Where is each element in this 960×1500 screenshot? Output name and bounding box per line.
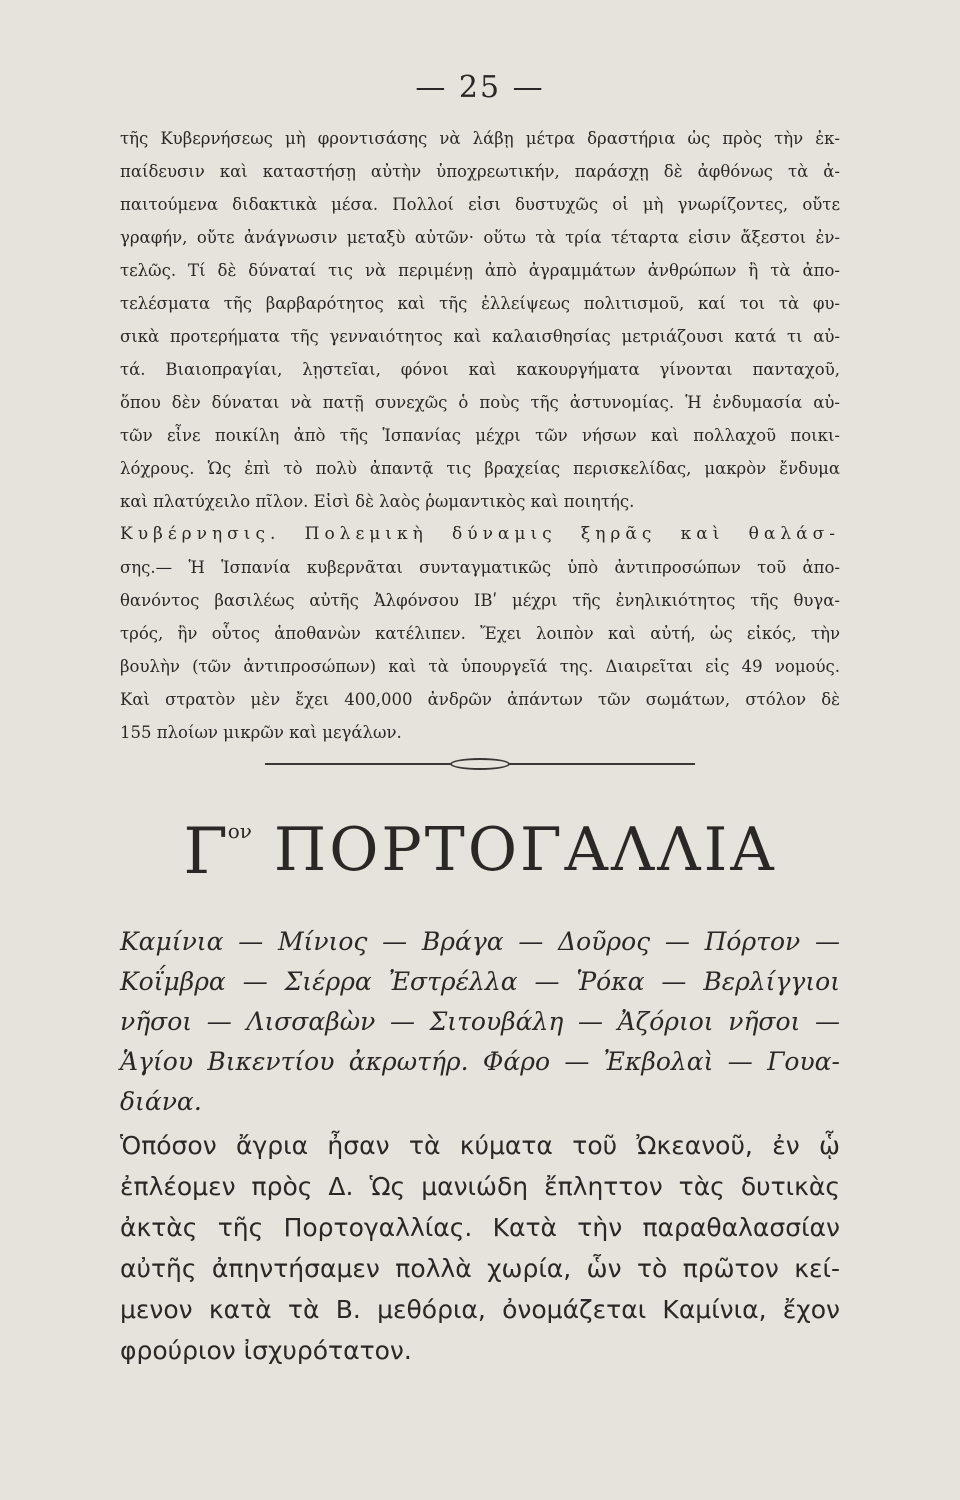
chapter-numeral: Γ bbox=[183, 815, 228, 889]
ornamental-divider bbox=[265, 758, 695, 770]
text-line: τά. Βιαιοπραγίαι, λῃστεῖαι, φόνοι καὶ κακουργήματα γίνονται πανταχοῦ, bbox=[120, 360, 840, 379]
places-line: Κοΐμβρα — Σιέρρα Ἐστρέλλα — Ῥόκα — Βερλίγγιοι bbox=[120, 967, 840, 996]
narrative-line: φρούριον ἰσχυρότατον. bbox=[120, 1336, 412, 1365]
text-line: παίδευσιν καὶ καταστήσῃ αὐτὴν ὑποχρεωτικήν, παράσχῃ δὲ ἀφθόνως τὰ ἀ- bbox=[120, 162, 840, 181]
chapter-heading bbox=[0, 815, 960, 889]
places-line: Καμίνια — Μίνιος — Βράγα — Δοῦρος — Πόρτον — bbox=[120, 927, 840, 956]
text-line: τῶν εἶνε ποικίλη ἀπὸ τῆς Ἱσπανίας μέχρι τῶν νήσων καὶ πολλαχοῦ ποικι- bbox=[120, 426, 840, 445]
text-line: τελῶς. Τί δὲ δύναταί τις νὰ περιμένῃ ἀπὸ ἀγραμμάτων ἀνθρώπων ἢ τὰ ἀπο- bbox=[120, 261, 840, 280]
narrative-line: ἐπλέομεν πρὸς Δ. Ὡς μανιώδη ἔπληττον τὰς δυτικὰς bbox=[120, 1172, 840, 1201]
text-line: Καὶ στρατὸν μὲν ἔχει 400,000 ἀνδρῶν ἁπάντων τῶν σωμάτων, στόλον δὲ bbox=[120, 690, 840, 709]
text-line: παιτούμενα διδακτικὰ μέσα. Πολλοί εἰσι δυστυχῶς οἱ μὴ γνωρίζοντες, οὔτε bbox=[120, 195, 840, 214]
chapter-numeral-suffix: ον bbox=[227, 819, 252, 843]
places-line: νῆσοι — Λισσαβὼν — Σιτουβάλη — Ἀζόριοι νῆσοι — bbox=[120, 1007, 840, 1036]
text-line: 155 πλοίων μικρῶν καὶ μεγάλων. bbox=[120, 723, 402, 742]
places-line: Ἁγίου Βικεντίου ἀκρωτήρ. Φάρο — Ἐκβολαὶ — Γουα- bbox=[120, 1047, 840, 1076]
narrative-line: Ὁπόσον ἄγρια ἦσαν τὰ κύματα τοῦ Ὠκεανοῦ, ἐν ᾧ bbox=[120, 1131, 840, 1160]
subheading-line: Κυβέρνησις. Πολεμικὴ δύναμις ξηρᾶς καὶ θαλάσ- bbox=[120, 524, 840, 544]
text-line: λόχρους. Ὡς ἐπὶ τὸ πολὺ ἀπαντᾷ τις βραχείας περισκελίδας, μακρὸν ἔνδυμα bbox=[120, 459, 840, 478]
narrative-text bbox=[120, 1125, 840, 1371]
text-line: τῆς Κυβερνήσεως μὴ φροντισάσης νὰ λάβῃ μέτρα δραστήρια ὡς πρὸς τὴν ἐκ- bbox=[120, 129, 840, 148]
places-summary bbox=[120, 922, 840, 1122]
places-line: διάνα. bbox=[120, 1087, 202, 1116]
text-line: τελέσματα τῆς βαρβαρότητος καὶ τῆς ἐλλείψεως πολιτισμοῦ, καί τοι τὰ φυ- bbox=[120, 294, 840, 313]
text-line: σης.— Ἡ Ἱσπανία κυβερνᾶται συνταγματικῶς ὑπὸ ἀντιπροσώπων τοῦ ἀπο- bbox=[120, 558, 840, 577]
divider-ornament bbox=[450, 758, 510, 770]
narrative-line: ἀκτὰς τῆς Πορτογαλλίας. Κατὰ τὴν παραθαλασσίαν bbox=[120, 1213, 840, 1242]
page-number: — 25 — bbox=[415, 70, 545, 105]
chapter-title: ΠΟΡΤΟΓΑΛΛΙΑ bbox=[273, 815, 777, 885]
text-line: θανόντος βασιλέως αὐτῆς Ἀλφόνσου ΙΒʹ μέχρι τῆς ἐνηλικιότητος τῆς θυγα- bbox=[120, 591, 840, 610]
paragraph-text bbox=[120, 122, 840, 749]
text-line: ὅπου δὲν δύναται νὰ πατῇ συνεχῶς ὁ ποὺς τῆς ἀστυνομίας. Ἡ ἐνδυμασία αὐ- bbox=[120, 393, 840, 412]
text-line: γραφήν, οὔτε ἀνάγνωσιν μεταξὺ αὐτῶν· οὕτω τὰ τρία τέταρτα εἰσιν ἄξεστοι ἐν- bbox=[120, 228, 840, 247]
text-line: τρός, ἣν οὗτος ἀποθανὼν κατέλιπεν. Ἔχει λοιπὸν καὶ αὐτή, ὡς εἰκός, τὴν bbox=[120, 624, 840, 643]
text-line: σικὰ προτερήματα τῆς γενναιότητος καὶ καλαισθησίας μετριάζουσι κατά τι αὐ- bbox=[120, 327, 840, 346]
text-line: βουλὴν (τῶν ἀντιπροσώπων) καὶ τὰ ὑπουργεῖά της. Διαιρεῖται εἰς 49 νομούς. bbox=[120, 657, 840, 676]
text-line: καὶ πλατύχειλο πῖλον. Εἰσὶ δὲ λαὸς ῥωμαντικὸς καὶ ποιητής. bbox=[120, 492, 635, 511]
narrative-line: μενον κατὰ τὰ Β. μεθόρια, ὀνομάζεται Καμίνια, ἔχον bbox=[120, 1295, 840, 1324]
narrative-line: αὐτῆς ἀπηντήσαμεν πολλὰ χωρία, ὧν τὸ πρῶτον κεί- bbox=[120, 1254, 840, 1283]
